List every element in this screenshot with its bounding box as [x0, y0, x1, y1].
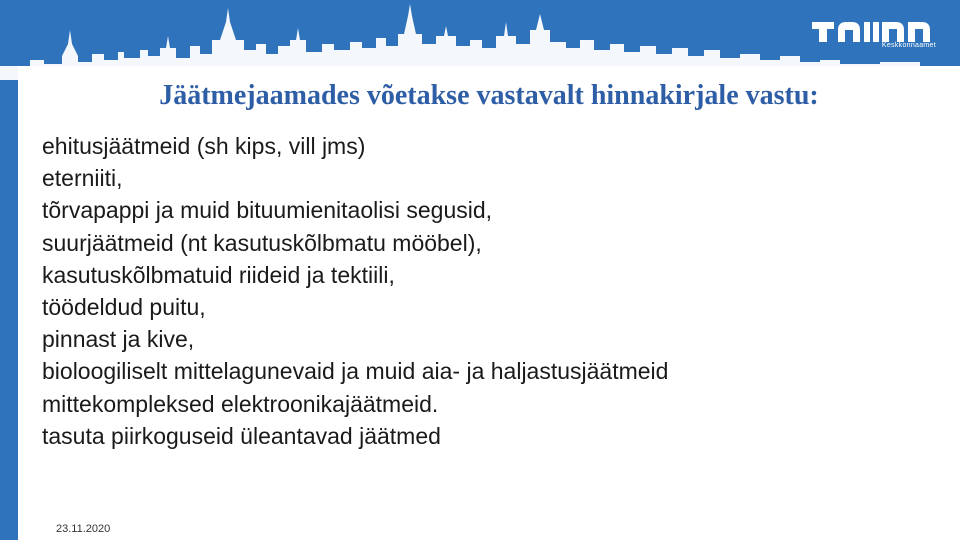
slide-title: Jäätmejaamades võetakse vastavalt hinnakirjale vastu: [159, 80, 819, 111]
list-item: kasutuskõlbmatuid riideid ja tektiili, [42, 261, 395, 288]
list-item: bioloogiliselt mittelagunevaid ja muid aia- ja haljastusjäätmeid [42, 358, 669, 385]
logo-subtitle: Keskkonnaamet [881, 42, 936, 49]
list-item: pinnast ja kive, [42, 326, 195, 353]
slide-date: 23.11.2020 [56, 523, 111, 535]
list-item: tasuta piirkoguseid üleantavad jäätmed [42, 422, 441, 449]
list-item: töödeldud puitu, [42, 294, 206, 321]
list-item: suurjäätmeid (nt kasutuskõlbmatu mööbel), [42, 229, 482, 256]
waste-type-list [42, 130, 668, 452]
list-item: tõrvapappi ja muid bituumienitaolisi segusid, [42, 197, 493, 224]
list-item: ehitusjäätmeid (sh kips, vill jms) [42, 133, 366, 159]
slide-content-area [18, 66, 960, 540]
list-item: mittekompleksed elektroonikajäätmeid. [42, 390, 439, 417]
list-item: eterniiti, [42, 165, 123, 192]
